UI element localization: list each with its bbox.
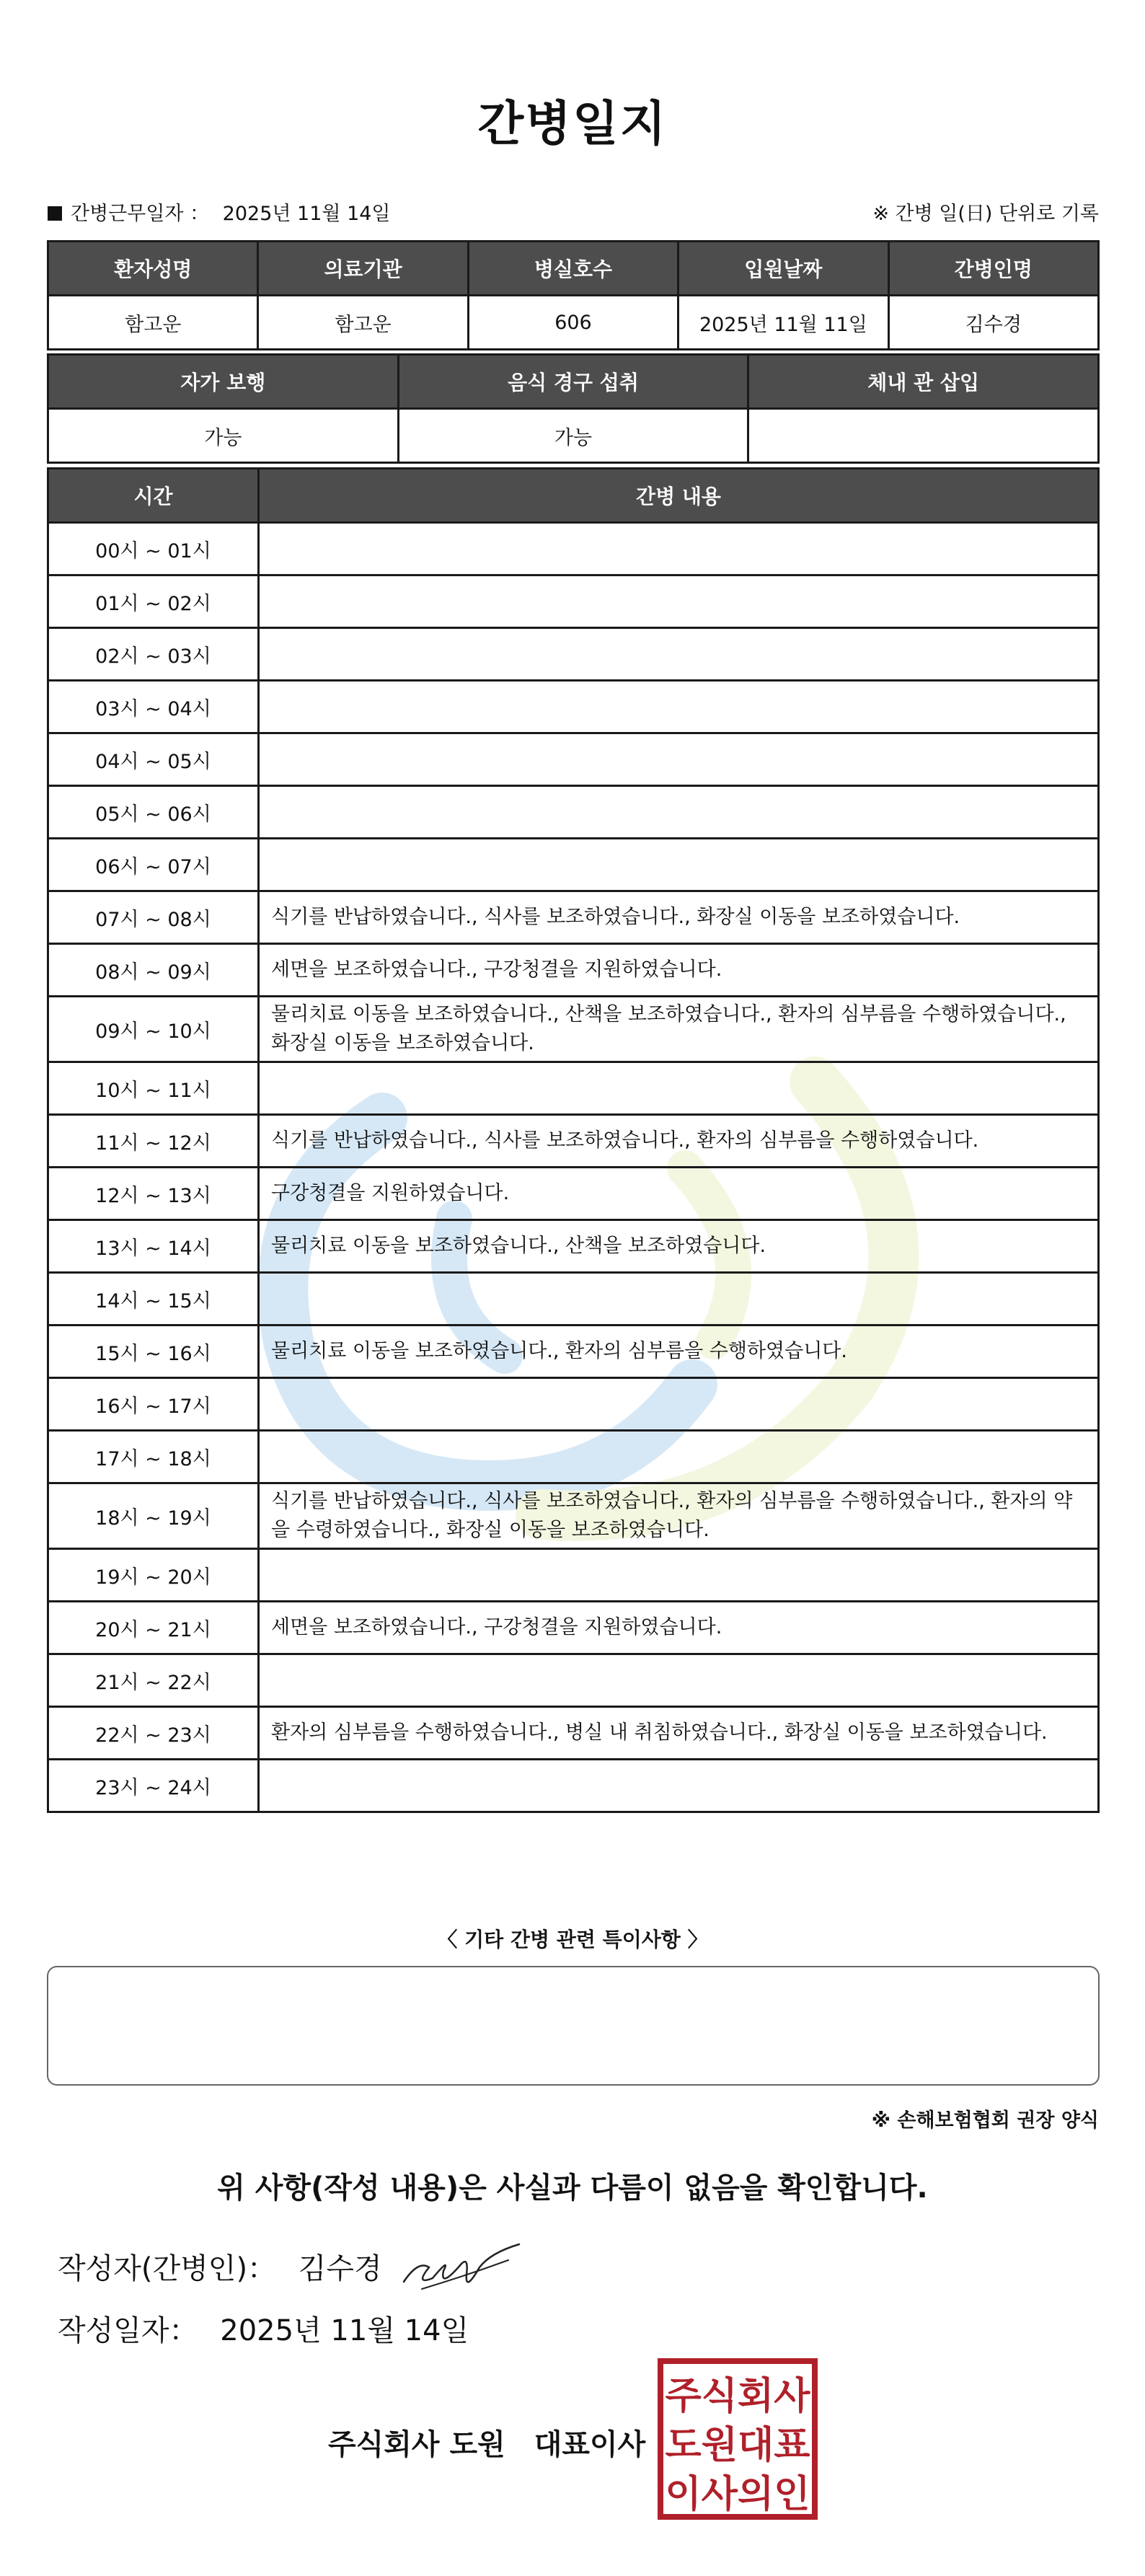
log-row bbox=[48, 628, 1099, 681]
header-room-number: 병실호수 bbox=[468, 242, 678, 296]
log-time: 10시 ~ 11시 bbox=[48, 1062, 259, 1115]
log-content bbox=[259, 1431, 1099, 1483]
form-note: ※ 손해보험협회 권장 양식 bbox=[871, 2109, 1099, 2132]
log-row bbox=[48, 733, 1099, 786]
company-signature-line bbox=[328, 2422, 645, 2463]
caregiver-name: 김수경 bbox=[888, 296, 1098, 350]
status-value-row bbox=[48, 409, 1099, 463]
log-content bbox=[259, 1062, 1099, 1115]
log-time: 14시 ~ 15시 bbox=[48, 1273, 259, 1326]
seal-line-1: 주식회사 bbox=[665, 2374, 810, 2418]
square-bullet-icon bbox=[48, 206, 62, 221]
header-time: 시간 bbox=[48, 469, 259, 523]
writer-label: 작성자(간병인)： bbox=[58, 2252, 277, 2285]
log-row bbox=[48, 839, 1099, 891]
log-content: 세면을 보조하였습니다., 구강청결을 지원하였습니다. bbox=[259, 944, 1099, 997]
admission-date: 2025년 11월 11일 bbox=[678, 296, 888, 350]
log-row bbox=[48, 786, 1099, 839]
log-content: 환자의 심부름을 수행하였습니다., 병실 내 취침하였습니다., 화장실 이동을 보조하였습니다. bbox=[259, 1707, 1099, 1760]
log-content bbox=[259, 733, 1099, 786]
log-row bbox=[48, 1654, 1099, 1707]
log-row bbox=[48, 1168, 1099, 1220]
log-time: 21시 ~ 22시 bbox=[48, 1654, 259, 1707]
log-row bbox=[48, 1273, 1099, 1326]
company-title: 대표이사 bbox=[534, 2428, 646, 2461]
remarks-title: 〈 기타 간병 관련 특이사항 〉 bbox=[437, 1928, 708, 1951]
log-row bbox=[48, 1378, 1099, 1431]
patient-status-table bbox=[47, 353, 1100, 464]
log-time: 09시 ~ 10시 bbox=[48, 997, 259, 1062]
work-date-line bbox=[48, 198, 391, 226]
header-institution: 의료기관 bbox=[258, 242, 468, 296]
writer-name: 김수경 bbox=[298, 2252, 382, 2285]
log-time: 20시 ~ 21시 bbox=[48, 1602, 259, 1654]
seal-line-2: 도원대표 bbox=[665, 2423, 810, 2467]
log-time: 12시 ~ 13시 bbox=[48, 1168, 259, 1220]
log-body bbox=[48, 523, 1099, 1812]
log-row bbox=[48, 1549, 1099, 1602]
log-row bbox=[48, 1062, 1099, 1115]
log-row bbox=[48, 1483, 1099, 1549]
institution: 함고운 bbox=[258, 296, 468, 350]
log-row bbox=[48, 891, 1099, 944]
status-header-row bbox=[48, 355, 1099, 409]
log-content bbox=[259, 1760, 1099, 1812]
written-date: 2025년 11월 14일 bbox=[220, 2314, 469, 2347]
care-log-table bbox=[47, 467, 1100, 1813]
remarks-box bbox=[47, 1966, 1100, 2086]
log-time: 07시 ~ 08시 bbox=[48, 891, 259, 944]
header-self-walking: 자가 보행 bbox=[48, 355, 399, 409]
header-care-content: 간병 내용 bbox=[259, 469, 1099, 523]
log-time: 00시 ~ 01시 bbox=[48, 523, 259, 575]
log-time: 05시 ~ 06시 bbox=[48, 786, 259, 839]
log-content: 식기를 반납하였습니다., 식사를 보조하였습니다., 환자의 심부름을 수행하였습니다., 환자의 약을 수령하였습니다., 화장실 이동을 보조하였습니다. bbox=[259, 1483, 1099, 1549]
header-caregiver-name: 간병인명 bbox=[888, 242, 1098, 296]
header-tube-insertion: 체내 관 삽입 bbox=[748, 355, 1099, 409]
company-name: 주식회사 도원 bbox=[328, 2428, 505, 2461]
log-row bbox=[48, 997, 1099, 1062]
log-time: 06시 ~ 07시 bbox=[48, 839, 259, 891]
room-number: 606 bbox=[468, 296, 678, 350]
log-time: 16시 ~ 17시 bbox=[48, 1378, 259, 1431]
log-content bbox=[259, 628, 1099, 681]
work-date-label: 간병근무일자 ： bbox=[71, 203, 210, 225]
log-time: 11시 ~ 12시 bbox=[48, 1115, 259, 1168]
log-row bbox=[48, 523, 1099, 575]
log-time: 04시 ~ 05시 bbox=[48, 733, 259, 786]
log-content bbox=[259, 575, 1099, 628]
written-date-label: 작성일자： bbox=[58, 2314, 198, 2347]
log-time: 08시 ~ 09시 bbox=[48, 944, 259, 997]
log-content: 구강청결을 지원하였습니다. bbox=[259, 1168, 1099, 1220]
header-admission-date: 입원날짜 bbox=[678, 242, 888, 296]
writer-row bbox=[58, 2246, 382, 2287]
company-seal-stamp bbox=[656, 2357, 819, 2521]
log-time: 23시 ~ 24시 bbox=[48, 1760, 259, 1812]
log-content bbox=[259, 786, 1099, 839]
log-row bbox=[48, 575, 1099, 628]
log-time: 19시 ~ 20시 bbox=[48, 1549, 259, 1602]
header-patient-name: 환자성명 bbox=[48, 242, 258, 296]
log-content bbox=[259, 839, 1099, 891]
log-row bbox=[48, 681, 1099, 733]
unit-note: ※ 간병 일(日) 단위로 기록 bbox=[872, 203, 1099, 225]
log-content bbox=[259, 1273, 1099, 1326]
log-content bbox=[259, 1654, 1099, 1707]
log-row bbox=[48, 1602, 1099, 1654]
log-row bbox=[48, 944, 1099, 997]
patient-info-table bbox=[47, 240, 1100, 350]
log-content bbox=[259, 1378, 1099, 1431]
log-content: 식기를 반납하였습니다., 식사를 보조하였습니다., 화장실 이동을 보조하였습니다. bbox=[259, 891, 1099, 944]
log-time: 15시 ~ 16시 bbox=[48, 1326, 259, 1378]
log-time: 01시 ~ 02시 bbox=[48, 575, 259, 628]
log-row bbox=[48, 1431, 1099, 1483]
log-content bbox=[259, 681, 1099, 733]
log-row bbox=[48, 1760, 1099, 1812]
work-date-value: 2025년 11월 14일 bbox=[222, 203, 391, 225]
confirmation-statement: 위 사항(작성 내용)은 사실과 다름이 없음을 확인합니다. bbox=[217, 2171, 928, 2205]
log-time: 17시 ~ 18시 bbox=[48, 1431, 259, 1483]
page-title: 간병일지 bbox=[477, 96, 668, 151]
log-time: 03시 ~ 04시 bbox=[48, 681, 259, 733]
seal-line-3: 이사의인 bbox=[665, 2472, 810, 2516]
log-content: 식기를 반납하였습니다., 식사를 보조하였습니다., 환자의 심부름을 수행하였습니다. bbox=[259, 1115, 1099, 1168]
log-time: 18시 ~ 19시 bbox=[48, 1483, 259, 1549]
log-time: 02시 ~ 03시 bbox=[48, 628, 259, 681]
log-time: 13시 ~ 14시 bbox=[48, 1220, 259, 1273]
log-row bbox=[48, 1115, 1099, 1168]
log-content: 세면을 보조하였습니다., 구강청결을 지원하였습니다. bbox=[259, 1602, 1099, 1654]
log-time: 22시 ~ 23시 bbox=[48, 1707, 259, 1760]
log-content: 물리치료 이동을 보조하였습니다., 산책을 보조하였습니다., 환자의 심부름을 수행하였습니다., 화장실 이동을 보조하였습니다. bbox=[259, 997, 1099, 1062]
patient-header-row bbox=[48, 242, 1099, 296]
log-content: 물리치료 이동을 보조하였습니다., 산책을 보조하였습니다. bbox=[259, 1220, 1099, 1273]
log-content bbox=[259, 1549, 1099, 1602]
patient-name: 함고운 bbox=[48, 296, 258, 350]
written-date-row bbox=[58, 2308, 469, 2349]
header-oral-intake: 음식 경구 섭취 bbox=[398, 355, 748, 409]
log-content: 물리치료 이동을 보조하였습니다., 환자의 심부름을 수행하였습니다. bbox=[259, 1326, 1099, 1378]
log-row bbox=[48, 1220, 1099, 1273]
self-walking: 가능 bbox=[48, 409, 399, 463]
tube-insertion bbox=[748, 409, 1099, 463]
patient-value-row bbox=[48, 296, 1099, 350]
log-row bbox=[48, 1707, 1099, 1760]
log-header-row bbox=[48, 469, 1099, 523]
log-content bbox=[259, 523, 1099, 575]
oral-intake: 가능 bbox=[398, 409, 748, 463]
handwritten-signature bbox=[400, 2238, 523, 2296]
log-row bbox=[48, 1326, 1099, 1378]
